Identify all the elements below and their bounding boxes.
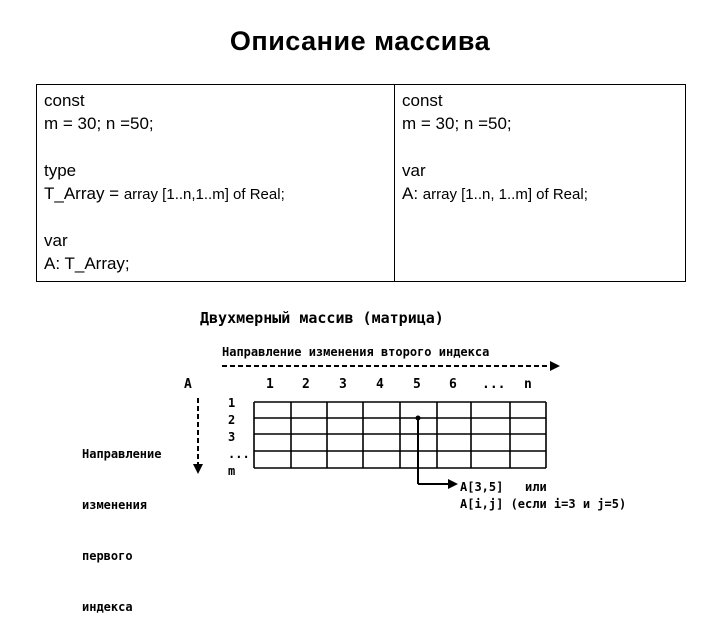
row-index: 3 [228,430,236,444]
first-index-label-line: первого [82,549,133,563]
column-index: ... [482,377,506,392]
type-declaration-body: array [1..n,1..m] of Real; [123,186,285,203]
first-index-label-line: Направление [82,447,162,461]
column-index: 3 [339,377,347,392]
first-index-label-line: изменения [82,498,148,512]
selected-element-marker [416,416,421,421]
row-index: ... [228,447,250,461]
type-declaration-name: T_Array = [44,184,124,203]
const-declaration: m = 30; n =50; [44,114,154,133]
element-annotation-line1: A[3,5] или [460,480,547,494]
first-index-label-line: индекса [82,600,133,614]
type-keyword: type [44,161,77,180]
column-index: 1 [266,377,274,392]
row-index: 1 [228,396,236,410]
row-index: 2 [228,413,236,427]
const-keyword: const [44,91,85,110]
const-keyword: const [402,91,443,110]
row-index: m [228,464,236,478]
var-keyword: var [402,161,426,180]
matrix-title: Двухмерный массив (матрица) [200,309,444,327]
var-declaration-name: A: [402,184,423,203]
var-declaration-body: array [1..n, 1..m] of Real; [422,186,588,203]
column-index: 5 [413,377,421,392]
column-index: 4 [376,377,384,392]
column-index: 6 [449,377,457,392]
element-annotation-line2: A[i,j] (если i=3 и j=5) [460,497,627,511]
matrix-grid [254,402,546,468]
second-index-direction-label: Направление изменения второго индекса [222,345,490,359]
column-index: 2 [302,377,310,392]
var-declaration: A: T_Array; [44,254,130,273]
column-index: n [524,377,532,392]
page-title: Описание массива [229,26,491,56]
const-declaration: m = 30; n =50; [402,114,512,133]
second-index-arrow-head [550,361,560,371]
array-name-label: A [184,377,192,392]
first-index-arrow-head [193,464,203,474]
annotation-pointer-head [448,479,458,489]
var-keyword: var [44,231,68,250]
